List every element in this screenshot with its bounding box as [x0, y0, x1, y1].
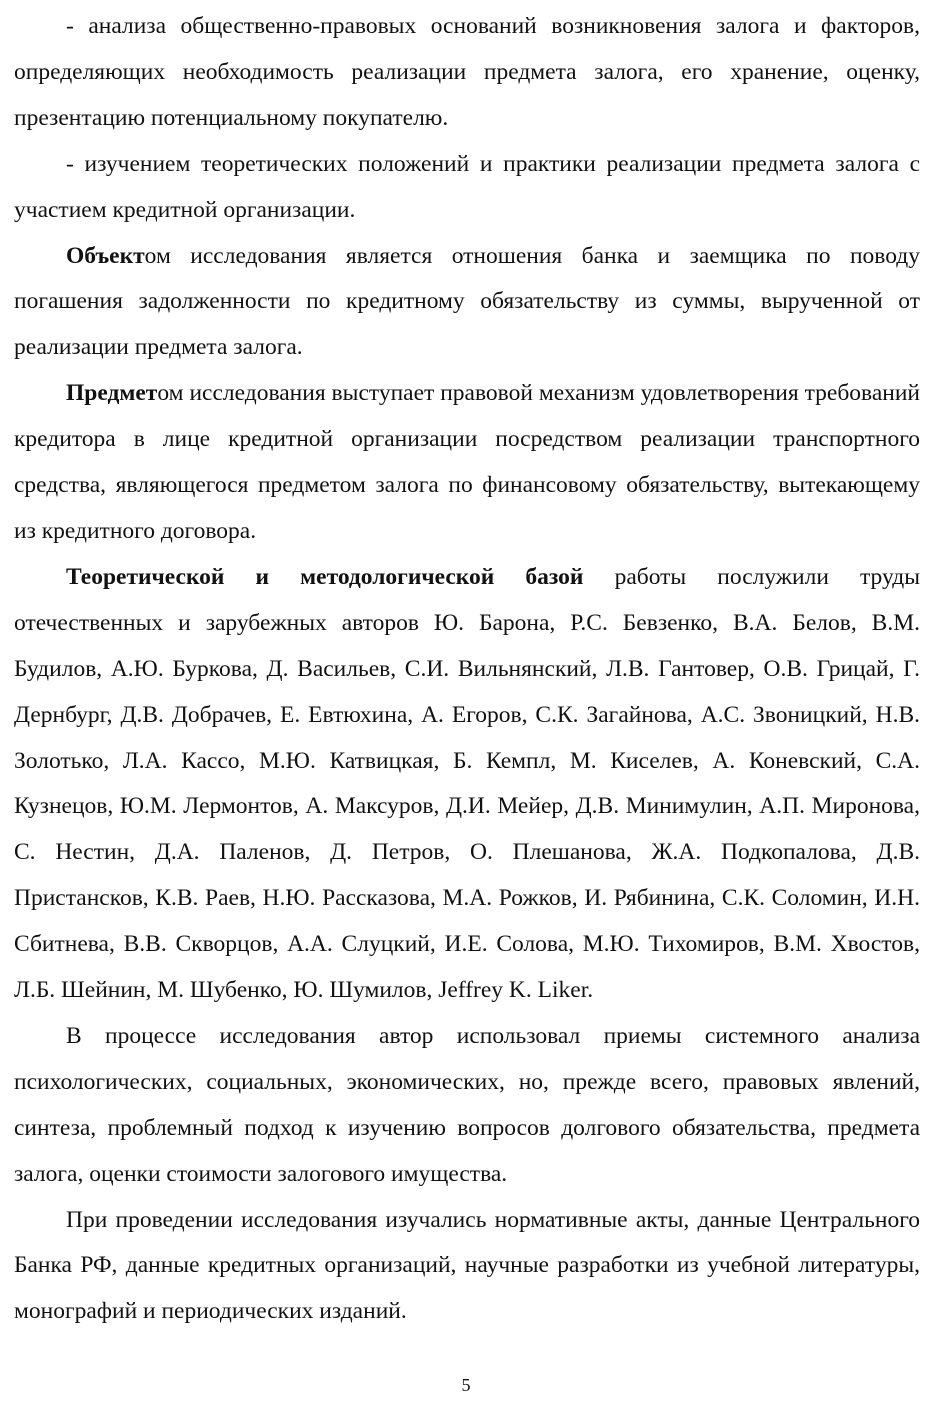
term-object: Объект [66, 242, 145, 269]
paragraph-methodology: Теоретической и методологической базой работы послужили труды отечественных и зарубежных авторов Ю. Барона, Р.С. Бевзенко, В.А. Белов, В.М. Будилов, А.Ю. Буркова, Д. Васильев, С.И. Вильнянский, Л.В. Гантовер, О.В. Грицай, Г. Дернбург, Д.В. Добрачев, Е. Евтюхина, А. Егоров, С.К. Загайнова, А.С. Звоницкий, Н.В. Золотько, Л.А. Кассо, М.Ю. Катвицкая, Б. Кемпл, М. Киселев, А. Коневский, С.А. Кузнецов, Ю.М. Лермонтов, А. Максуров, Д.И. Мейер, Д.В. Минимулин, А.П. Миронова, С. Нестин, Д.А. Паленов, Д. Петров, О. Плешанова, Ж.А. Подкопалова, Д.В. Пристансков, К.В. Раев, Н.Ю. Рассказова, М.А. Рожков, И. Рябинина, С.К. Соломин, И.Н. Сбитнева, В.В. Скворцов, А.А. Слуцкий, И.Е. Солова, М.Ю. Тихомиров, В.М. Хвостов, Л.Б. Шейнин, М. Шубенко, Ю. Шумилов, Jeffrey K. Liker. [14, 563, 920, 1004]
document-page [14, 4, 920, 1335]
term-subject: Предмет [66, 380, 158, 407]
term-methodology: Теоретической и методологической базой [66, 563, 584, 590]
paragraph-methods: В процессе исследования автор использовал приемы системного анализа психологических, социальных, экономических, но, прежде всего, правовых явлений, синтеза, проблемный подход к изучению вопросов долгового обязательства, предмета залога, оценки стоимости залогового имущества. [14, 1022, 920, 1187]
paragraph-study: - изучением теоретических положений и практики реализации предмета залога с участием кредитной организации. [14, 150, 920, 223]
paragraph-subject: Предметом исследования выступает правовой механизм удовлетворения требований кредитора в лице кредитной организации посредством реализации транспортного средства, являющегося предметом залога по финансовому обязательству, вытекающему из кредитного договора. [14, 380, 920, 544]
paragraph-analysis: - анализа общественно-правовых оснований возникновения залога и факторов, определяющих необходимость реализации предмета залога, его хранение, оценку, презентацию потенциальному покупателю. [14, 13, 920, 131]
page-number: 5 [461, 1375, 471, 1395]
paragraph-object: Объектом исследования является отношения банка и заемщика по поводу погашения задолженности по кредитному обязательству из суммы, вырученной от реализации предмета залога. [14, 242, 920, 361]
paragraph-sources: При проведении исследования изучались нормативные акты, данные Центрального Банка РФ, данные кредитных организаций, научные разработки из учебной литературы, монографий и периодических изданий. [14, 1206, 920, 1325]
